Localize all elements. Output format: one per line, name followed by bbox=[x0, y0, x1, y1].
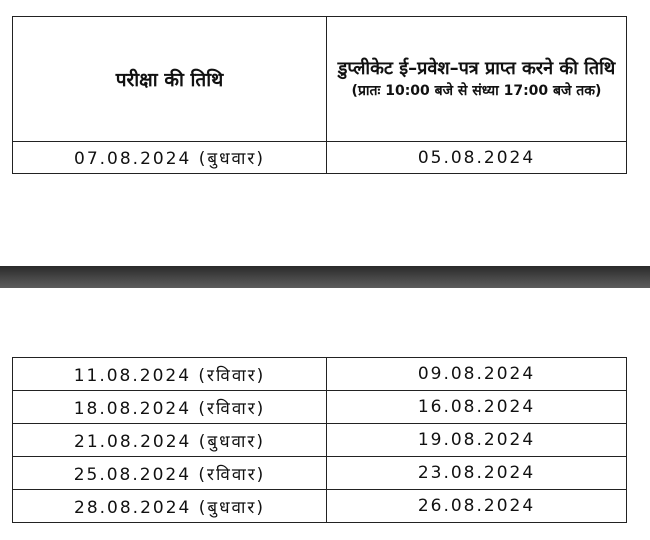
table-row bbox=[13, 457, 627, 490]
duplicate-date-cell: 26.08.2024 bbox=[327, 490, 627, 523]
duplicate-date-cell: 09.08.2024 bbox=[327, 358, 627, 391]
schedule-table-top bbox=[12, 16, 627, 174]
table-header-row bbox=[13, 17, 627, 142]
duplicate-admit-card-header bbox=[327, 17, 627, 142]
duplicate-date-cell: 16.08.2024 bbox=[327, 391, 627, 424]
exam-date-cell: 25.08.2024 (रविवार) bbox=[13, 457, 327, 490]
exam-date-cell: 07.08.2024 (बुधवार) bbox=[13, 142, 327, 174]
duplicate-date-cell: 05.08.2024 bbox=[327, 142, 627, 174]
schedule-table-bottom bbox=[12, 357, 627, 523]
duplicate-admit-card-title: डुप्लीकेट ई–प्रवेश–पत्र प्राप्त करने की तिथि bbox=[337, 58, 616, 79]
exam-date-cell: 21.08.2024 (बुधवार) bbox=[13, 424, 327, 457]
exam-date-cell: 28.08.2024 (बुधवार) bbox=[13, 490, 327, 523]
table-row bbox=[13, 424, 627, 457]
duplicate-admit-card-time: (प्रातः 10:00 बजे से संध्या 17:00 बजे तक) bbox=[351, 82, 602, 99]
duplicate-date-cell: 19.08.2024 bbox=[327, 424, 627, 457]
table-row bbox=[13, 391, 627, 424]
exam-date-cell: 11.08.2024 (रविवार) bbox=[13, 358, 327, 391]
table-row bbox=[13, 358, 627, 391]
exam-date-header: परीक्षा की तिथि bbox=[13, 17, 327, 142]
table-row bbox=[13, 142, 627, 174]
exam-date-cell: 18.08.2024 (रविवार) bbox=[13, 391, 327, 424]
duplicate-date-cell: 23.08.2024 bbox=[327, 457, 627, 490]
section-divider bbox=[0, 266, 650, 288]
table-row bbox=[13, 490, 627, 523]
